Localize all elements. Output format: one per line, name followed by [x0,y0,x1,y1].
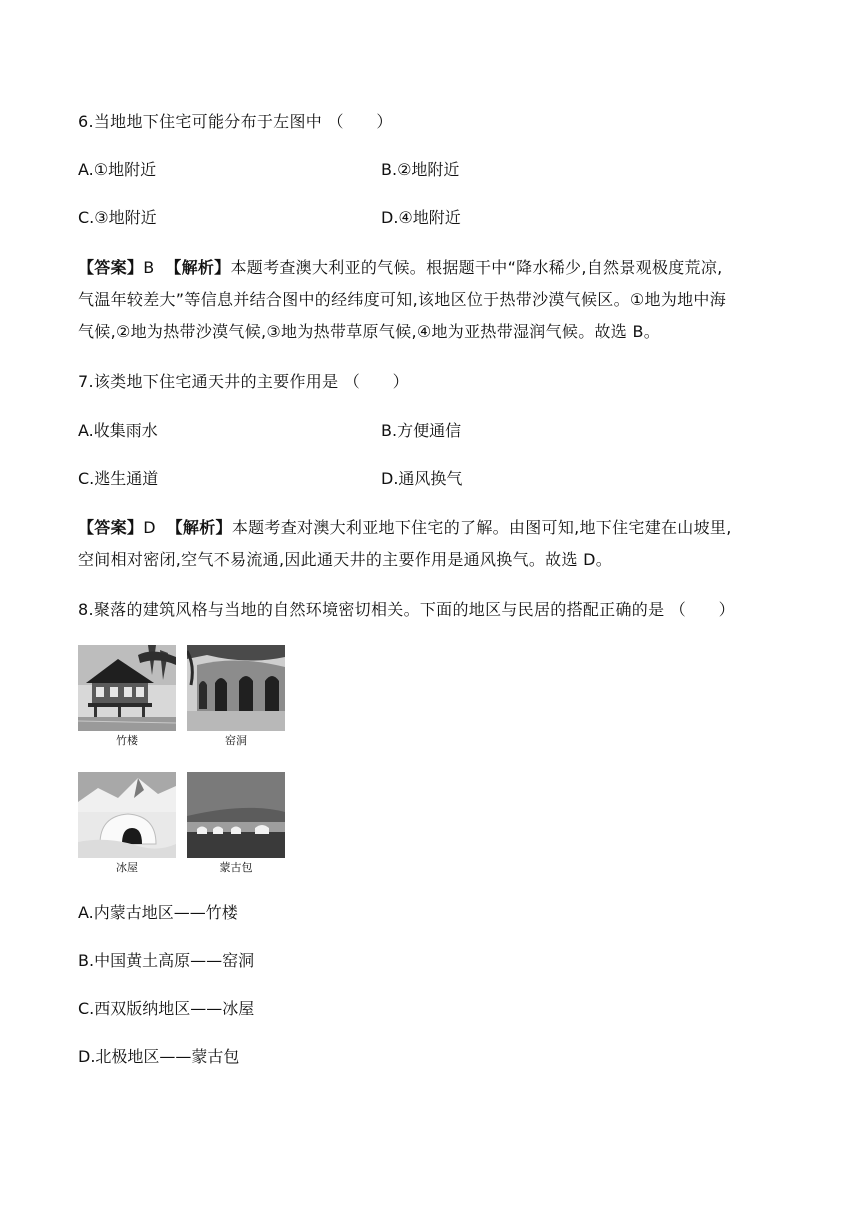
q6-analysis-line-2: 气温年较差大”等信息并结合图中的经纬度可知,该地区位于热带沙漠气候区。①地为地中海 [78,290,727,309]
q8-option-a: A.内蒙古地区——竹楼 [78,903,238,922]
cave-dwelling-caption: 窑洞 [225,734,247,747]
bamboo-house-photo [78,645,176,731]
q8-option-b: B.中国黄土高原——窑洞 [78,951,255,970]
igloo-caption: 冰屋 [116,861,138,874]
igloo-photo [78,772,176,858]
q8-option-c: C.西双版纳地区——冰屋 [78,999,255,1018]
q7-analysis-tag: 【解析】 [166,518,232,537]
q6-stem: 6.当地地下住宅可能分布于左图中 （ ） [78,112,393,131]
q7-analysis-text-1: 本题考查对澳大利亚地下住宅的了解。由图可知,地下住宅建在山坡里, [231,518,732,537]
q8-stem: 8.聚落的建筑风格与当地的自然环境密切相关。下面的地区与民居的搭配正确的是 （ ） [78,600,735,619]
q6-analysis-tag: 【解析】 [165,258,231,277]
q7-answer: D [143,518,156,537]
q7-answer-tag: 【答案】 [78,518,144,537]
q6-analysis-text-1: 本题考查澳大利亚的气候。根据题干中“降水稀少,自然景观极度荒凉, [230,258,723,277]
q6-analysis-line-1 [78,258,723,278]
yurt-photo [187,772,285,858]
q7-option-a: A.收集雨水 [78,421,158,440]
cave-dwelling-photo [187,645,285,731]
q6-answer-tag: 【答案】 [78,258,144,277]
q6-option-a: A.①地附近 [78,160,157,179]
yurt-caption: 蒙古包 [219,861,253,874]
q6-option-c: C.③地附近 [78,208,157,227]
q6-option-d: D.④地附近 [381,208,461,227]
q8-option-d: D.北极地区——蒙古包 [78,1047,240,1066]
q6-answer: B [143,258,155,277]
q6-option-b: B.②地附近 [381,160,460,179]
q7-analysis-line-1 [78,518,732,538]
q7-analysis-line-2: 空间相对密闭,空气不易流通,因此通天井的主要作用是通风换气。故选 D。 [78,550,613,569]
q6-analysis-line-3: 气候,②地为热带沙漠气候,③地为热带草原气候,④地为亚热带湿润气候。故选 B。 [78,322,661,341]
q7-option-c: C.逃生通道 [78,469,159,488]
q7-option-d: D.通风换气 [381,469,463,488]
q7-option-b: B.方便通信 [381,421,462,440]
q7-stem: 7.该类地下住宅通天井的主要作用是 （ ） [78,372,409,391]
bamboo-house-caption: 竹楼 [116,734,138,747]
